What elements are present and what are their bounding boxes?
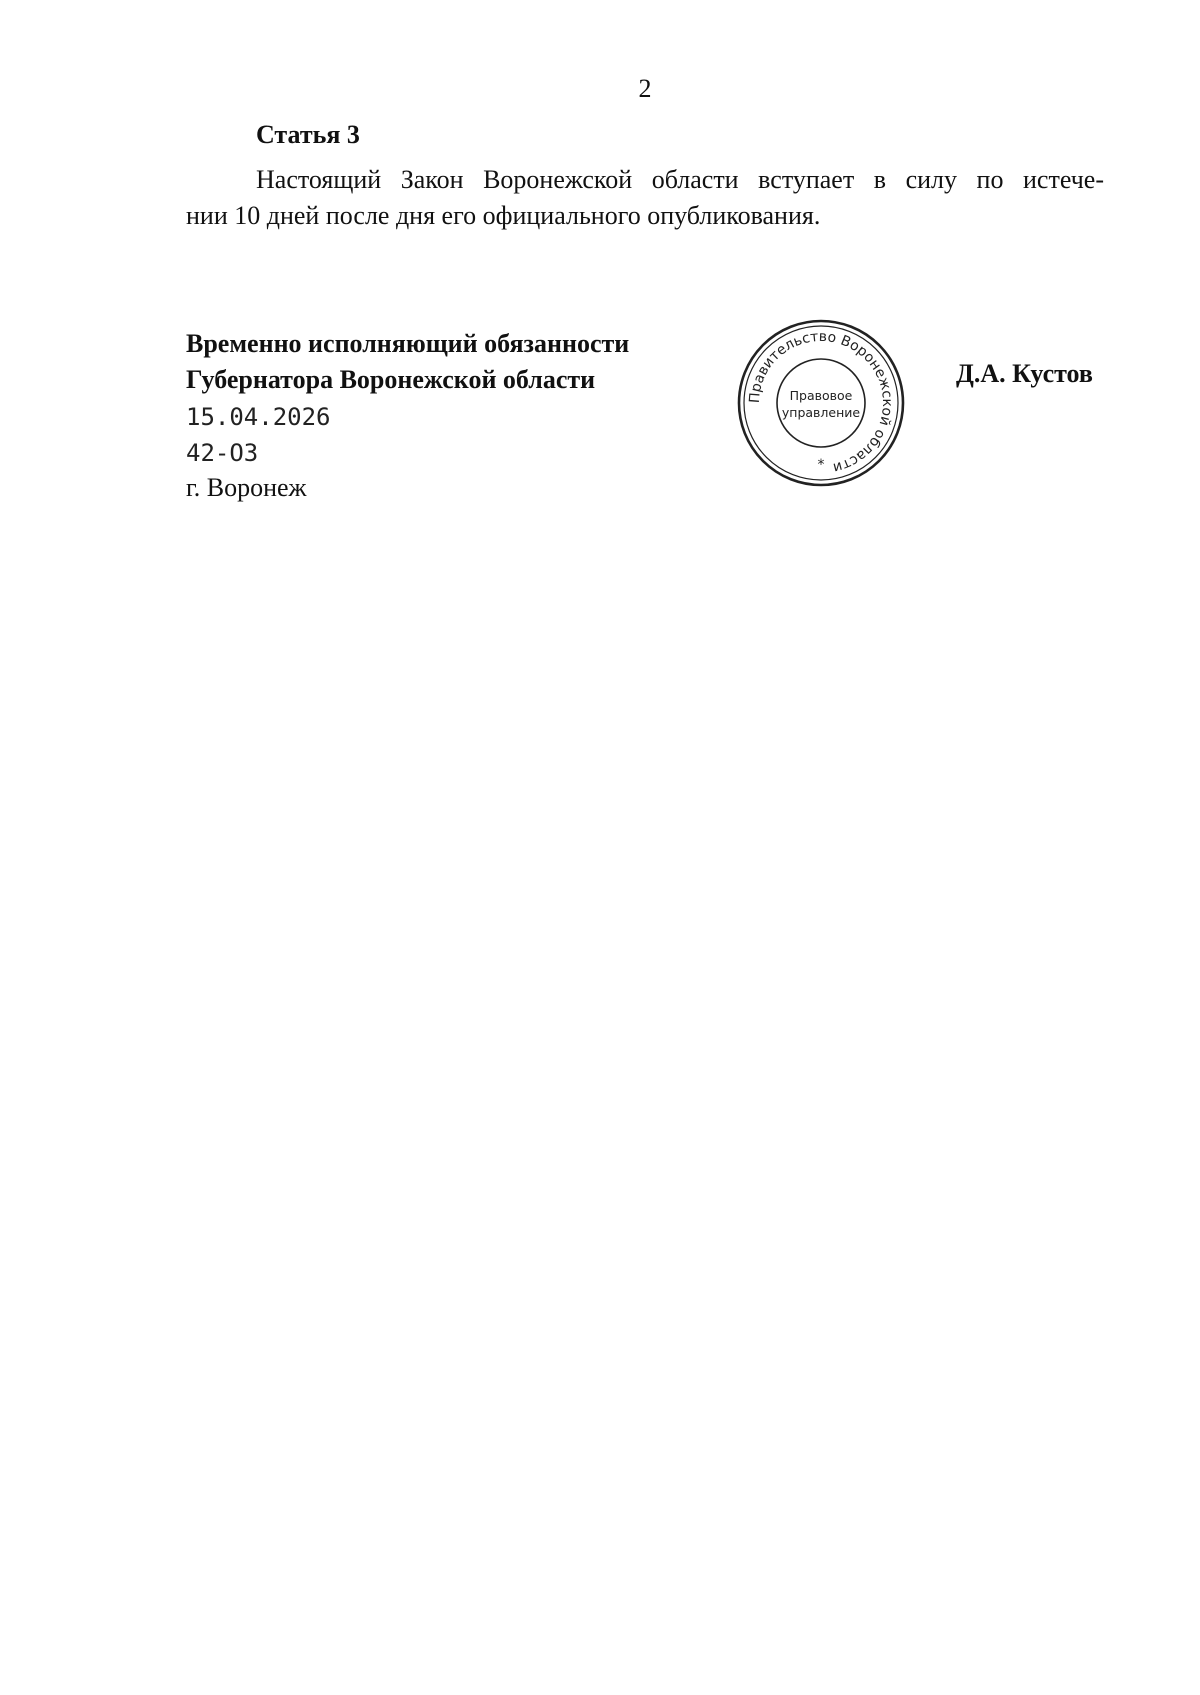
article-body [186,162,1104,234]
article-text-line-1: Настоящий Закон Воронежской области вступает в силу по истече- [256,165,1104,194]
article-text-line-2: нии 10 дней после дня его официального опубликования. [186,201,821,230]
law-number: 42-ОЗ [186,439,259,467]
page-number: 2 [638,74,652,103]
signer-title-line-1: Временно исполняющий обязанности [186,329,630,358]
signature-block [186,326,706,506]
seal-center-line-1: Правовое [789,388,853,403]
seal-graphic [736,318,906,488]
signer-title-line-2: Губернатора Воронежской области [186,365,596,394]
official-seal-stamp [736,318,906,488]
signer-name: Д.А. Кустов [956,359,1093,388]
city: г. Воронеж [186,473,307,502]
seal-center-line-2: управление [781,405,861,420]
seal-ring-text: Правительство Воронежской области [746,328,896,476]
seal-star-mark: * [817,457,825,473]
article-heading: Статья 3 [256,120,360,149]
law-date: 15.04.2026 [186,403,331,431]
